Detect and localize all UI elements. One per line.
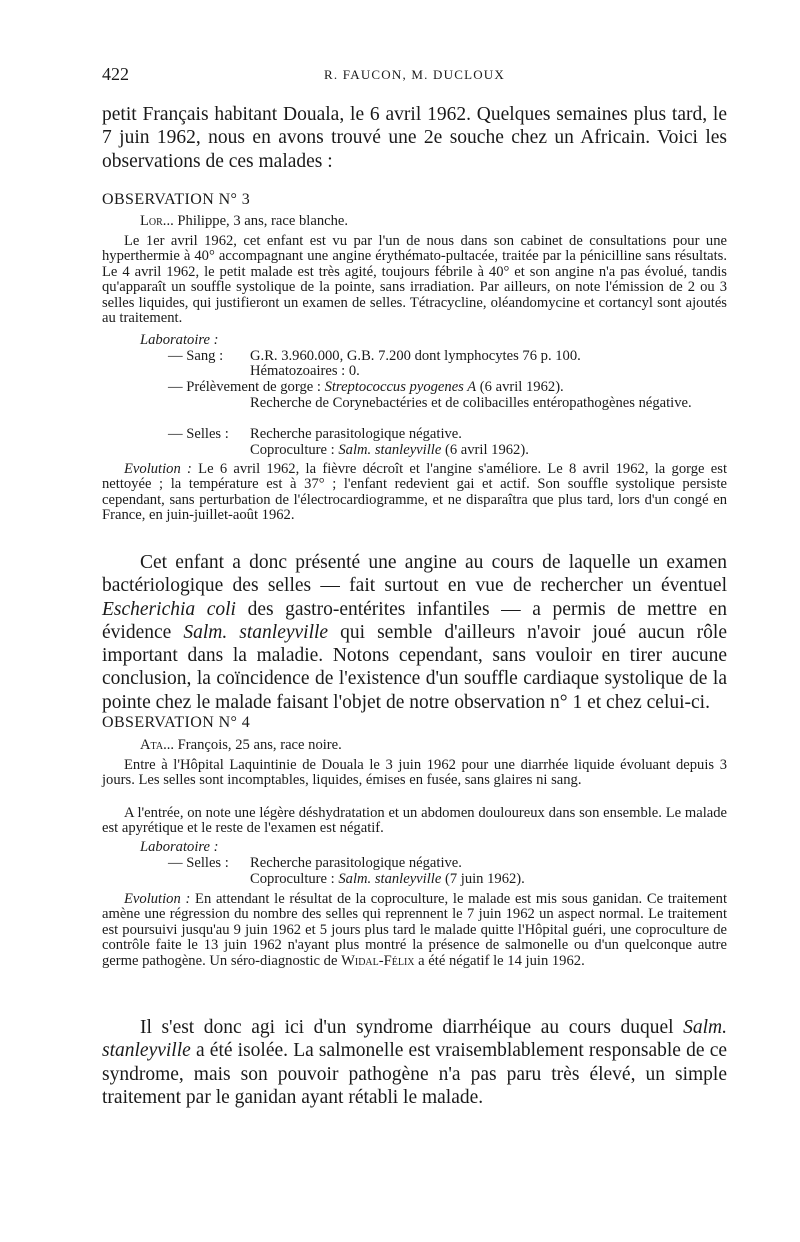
comment1-part1: Cet enfant a donc présenté une angine au cours de laquelle un examen bactériologique des selles — fait surtout en vue de rechercher un éventuel (102, 552, 727, 597)
observation-4-para1: Entre à l'Hôpital Laquintinie de Douala le 3 juin 1962 pour une diarrhée liquide évoluant depuis 3 jours. Les selles sont incomptables, liquides, émises en fusée, sans glaires ni sang. (102, 757, 727, 789)
evolution-label: Evolution : (124, 891, 191, 907)
comment-paragraph-2 (102, 1016, 727, 1109)
gorge-label (168, 380, 564, 395)
observation-4-patient (140, 738, 730, 753)
patient-name: Lor... (140, 213, 174, 229)
patient-details: François, 25 ans, race noire. (174, 737, 342, 753)
comment-paragraph-1 (102, 551, 727, 714)
copro-species: Salm. stanleyville (338, 871, 442, 887)
intro-paragraph: petit Français habitant Douala, le 6 avril 1962. Quelques semaines plus tard, le 7 juin 1962, nous en avons trouvé une 2e souche chez un Africain. Voici les observations de ces malades : (102, 104, 727, 172)
comment1-part2: des gastro-entérites infantiles — a permis de mettre en évidence (102, 598, 727, 643)
observation-4-evolution (102, 892, 727, 969)
observation-3-evolution (102, 462, 727, 524)
gorge-species: Streptococcus pyogenes A (324, 379, 477, 395)
gorge-label-text: — Prélèvement de gorge : (168, 379, 321, 395)
selles-result: Recherche parasitologique négative. (250, 426, 462, 442)
comment2-part1: Il s'est donc agi ici d'un syndrome diarrhéique au cours duquel (140, 1017, 684, 1038)
evolution-text-2: a été négatif le 14 juin 1962. (414, 952, 585, 969)
copro-label: Coproculture : (250, 871, 339, 887)
patient-name: Ata... (140, 737, 175, 753)
running-head: R. FAUCON, M. DUCLOUX (324, 67, 505, 82)
sang-values: G.R. 3.960.000, G.B. 7.200 dont lymphocytes 76 p. 100. (250, 348, 581, 364)
selles-label: — Selles : (168, 426, 229, 442)
lab-label: Laboratoire : (140, 839, 219, 855)
comment2-part2: a été isolée. La salmonelle est vraisemblablement responsable de ce syndrome, mais son pouvoir pathogène n'a pas paru très élevé, un simple traitement par le ganidan ayant rétabli le malade. (102, 1040, 727, 1108)
widal-felix: Widal-Félix (341, 952, 415, 969)
salm-stanleyville: Salm. stanleyville (183, 621, 329, 643)
page-number: 422 (102, 64, 129, 84)
hematozoaires: Hématozoaires : 0. (250, 363, 360, 379)
observation-3-patient (140, 214, 730, 229)
gorge-date: (6 avril 1962). (476, 379, 564, 395)
coproculture (250, 872, 525, 887)
evolution-text-1: En attendant le résultat de la coproculture, le malade est mis sous ganidan. Ce traitement amène une régression du nombre des selles qui reprennent le 7 juin 1962 un aspect normal. Le traitement est poursuivi jusqu'au 9 juin 1962 et 5 jours plus tard le malade quitte l'Hôpital guéri, une coproculture de contrôle faite le 13 juin 1962 n'ayant plus montré la présence de salmonelle ou d'un quelconque autre germe pathogène. Un séro-diagnostic de (102, 891, 727, 969)
page-header (102, 64, 722, 88)
observation-4-title: OBSERVATION N° 4 (102, 714, 251, 731)
copro-date: (7 juin 1962). (441, 871, 525, 887)
coproculture (250, 443, 529, 458)
observation-3-title: OBSERVATION N° 3 (102, 191, 251, 208)
evolution-label: Evolution : (124, 461, 192, 477)
salm-stanleyville: Salm. stanleyville (102, 1017, 727, 1062)
copro-species: Salm. stanleyville (338, 442, 442, 458)
observation-3-history: Le 1er avril 1962, cet enfant est vu par l'un de nous dans son cabinet de consultations pour une hyperthermie à 40° accompagnant une angine érythémato-pultacée, traitée par la pénicilline sans résultats. Le 4 avril 1962, le petit malade est très agité, toujours fébrile à 40° et son angine n'a pas évolué, tandis qu'apparaît un souffle systolique de la pointe, sans irradiation. Par ailleurs, on note l'émission de 2 ou 3 selles liquides, qui justifieront un examen de selles. Tétracycline, oléandomycine et cortancyl sont ajoutés au traitement. (102, 233, 727, 327)
copro-date: (6 avril 1962). (441, 442, 529, 458)
ecoli: Escherichia coli (102, 598, 236, 620)
gorge-result: Recherche de Corynebactéries et de colibacilles entéropathogènes négative. (250, 395, 692, 411)
selles-label: — Selles : (168, 855, 229, 871)
copro-label: Coproculture : (250, 442, 339, 458)
evolution-text: Le 6 avril 1962, la fièvre décroît et l'angine s'améliore. Le 8 avril 1962, la gorge est nettoyée ; la température est à 37° ; l'enfant redevient gai et actif. Son souffle systolique persiste cependant, sans perturbation de l'électrocardiogramme, et ne disparaîtra que plus tard, lors d'un congé en France, en juin-juillet-août 1962. (102, 461, 727, 524)
lab-label: Laboratoire : (140, 332, 219, 348)
sang-label: — Sang : (168, 348, 224, 364)
patient-details: Philippe, 3 ans, race blanche. (173, 213, 349, 229)
selles-result: Recherche parasitologique négative. (250, 855, 462, 871)
comment1-part3: qui semble d'ailleurs n'avoir joué aucun rôle important dans la maladie. Notons cependant, sans vouloir en tirer aucune conclusion, la coïncidence de l'existence d'un souffle cardiaque systolique de la pointe chez le malade faisant l'objet de notre observation n° 1 et chez celui-ci. (102, 621, 727, 713)
observation-4-para2: A l'entrée, on note une légère déshydratation et un abdomen douloureux dans son ensemble. Le malade est apyrétique et le reste de l'examen est négatif. (102, 805, 727, 837)
